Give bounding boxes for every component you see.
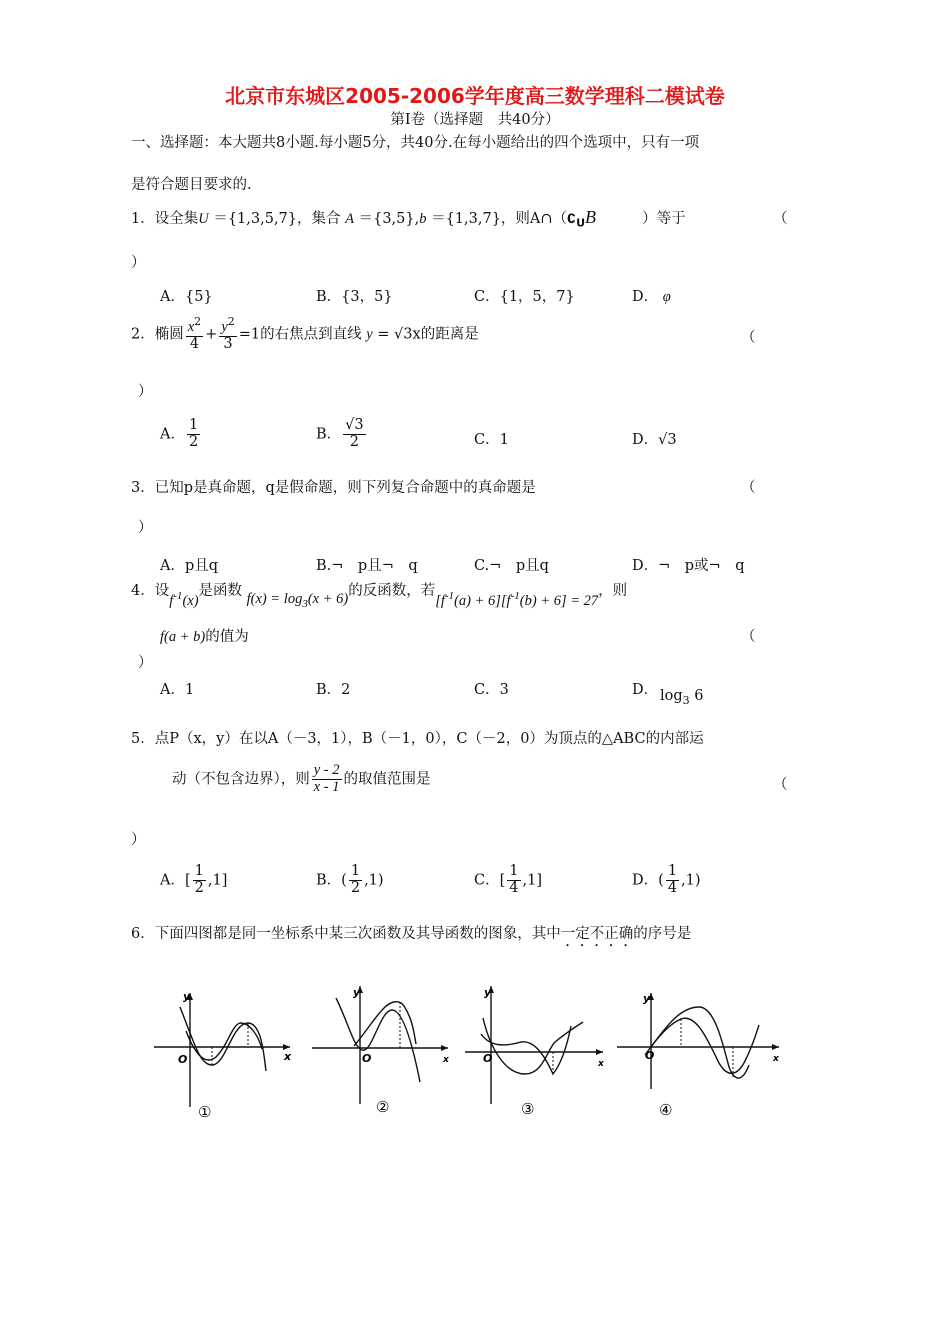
q2-option-d: D．√3 <box>632 432 677 448</box>
q4-option-a: A．1 <box>160 682 195 698</box>
q5-option-d: D．( $\frac{1}{4}$ ,1) <box>632 863 701 896</box>
graph-2 <box>310 982 460 1122</box>
question-2-open-bracket: （ <box>741 330 756 346</box>
q1-option-a: A．{5} <box>160 289 213 305</box>
graph-2-y-label: y <box>353 986 361 999</box>
graph-2-origin: O <box>362 1052 372 1065</box>
section-instruction-line1: 一、选择题：本大题共8小题.每小题5分，共40分.在每小题给出的四个选项中，只有一项 <box>131 135 700 151</box>
question-5-stem-line2: 动（不包含边界），则 $\frac{y - 2}{x - 1}$ 的取值范围是 <box>172 762 431 795</box>
graph-4-label: ④ <box>659 1101 673 1119</box>
q3-option-a: A．p且q <box>160 558 219 574</box>
graph-3-origin: O <box>483 1052 493 1065</box>
graph-4 <box>615 985 785 1125</box>
question-4-stem-line2: f(a + b)的值为 <box>160 629 249 645</box>
graph-3 <box>463 982 613 1122</box>
ellipse-x-term: $\frac{x^2}{4}$ <box>187 315 202 352</box>
graph-1-label: ① <box>198 1103 212 1121</box>
q4-option-c: C．3 <box>474 682 509 698</box>
question-2-close-bracket: ） <box>138 384 153 400</box>
q2-option-c: C．1 <box>474 432 509 448</box>
q4-option-b: B．2 <box>316 682 351 698</box>
graph-1-y-label: y <box>183 990 191 1003</box>
q4-option-d: D． <box>632 682 659 698</box>
q1-option-c: C．{1，5，7} <box>474 289 575 305</box>
question-6-stem: 6．下面四图都是同一坐标系中某三次函数及其导函数的图象，其中一定不正确的序号是 <box>131 926 692 942</box>
question-5-stem-line1: 5．点P（x，y）在以A（－3，1），B（－1，0），C（－2，0）为顶点的△ABC的内部运 <box>131 731 704 747</box>
ellipse-y-term: $\frac{y^2}{3}$ <box>221 315 235 352</box>
question-3-open-bracket: （ <box>741 480 756 496</box>
section-instruction-line2: 是符合题目要求的. <box>131 177 252 193</box>
graph-4-origin: O <box>645 1049 655 1062</box>
question-1-open-bracket: （ <box>773 211 788 227</box>
q4-option-d-value: $\log_3 6$ <box>660 688 704 707</box>
question-5-close-bracket: ） <box>131 832 146 848</box>
graph-1 <box>150 985 300 1125</box>
graph-2-label: ② <box>376 1098 390 1116</box>
q3-option-d: D．¬ p或¬ q <box>632 558 745 574</box>
q2-option-a: A． $\frac{1}{2}$ <box>160 417 199 450</box>
graph-1-origin: O <box>178 1053 188 1066</box>
question-3-close-bracket: ） <box>138 520 153 536</box>
graph-3-y-label: y <box>484 986 492 999</box>
question-4-close-bracket: ） <box>138 655 153 671</box>
q3-option-c: C.¬ p且q <box>474 558 549 574</box>
ratio-fraction: $\frac{y - 2}{x - 1}$ <box>313 762 340 795</box>
q5-option-a: A．[ $\frac{1}{2}$ ,1] <box>160 863 228 896</box>
question-2-stem: 2．椭圆 $\frac{x^2}{4}$ + $\frac{y^2}{3}$ =1的右焦点到直线 y = √3x的距离是 <box>131 315 479 352</box>
question-1-stem: 1．设全集U ＝{1,3,5,7}，集合 A ＝{3,5},b ＝{1,3,7}，则$A\cap(∁_UB$ ）等于 <box>131 207 686 230</box>
question-1-close-bracket: ） <box>131 255 146 271</box>
graph-3-label: ③ <box>521 1100 535 1118</box>
graph-4-x-label: x <box>773 1054 779 1064</box>
graph-3-x-label: x <box>598 1059 604 1069</box>
exam-subtitle: 第Ⅰ卷（选择题 共40分） <box>390 112 560 128</box>
question-4-stem: 4．设$f^{-1}(x)$是函数 $f(x) = \log_3(x + 6)$的反函数，若$[f^{-1}(a) + 6][f^{-1}(b) + 6] = 27$，则 <box>131 583 628 610</box>
question-3-stem: 3．已知p是真命题，q是假命题，则下列复合命题中的真命题是 <box>131 480 536 496</box>
exam-title: 北京市东城区2005-2006学年度高三数学理科二模试卷 <box>225 84 725 108</box>
question-5-open-bracket: （ <box>773 777 788 793</box>
question-4-open-bracket: （ <box>741 629 756 645</box>
q5-option-c: C．[ $\frac{1}{4}$ ,1] <box>474 863 543 896</box>
q3-option-b: B.¬ p且¬ q <box>316 558 418 574</box>
q1-option-d: D． φ <box>632 289 671 305</box>
graph-2-x-label: x <box>443 1055 449 1065</box>
graph-4-y-label: y <box>643 992 651 1005</box>
graph-1-x-label: x <box>284 1050 292 1063</box>
q5-option-b: B．( $\frac{1}{2}$ ,1) <box>316 863 384 896</box>
q2-option-b: B． $\frac{√3}{2}$ <box>316 417 364 450</box>
q1-option-b: B．{3，5} <box>316 289 393 305</box>
complement-symbol: $∁_U$ <box>567 212 586 230</box>
